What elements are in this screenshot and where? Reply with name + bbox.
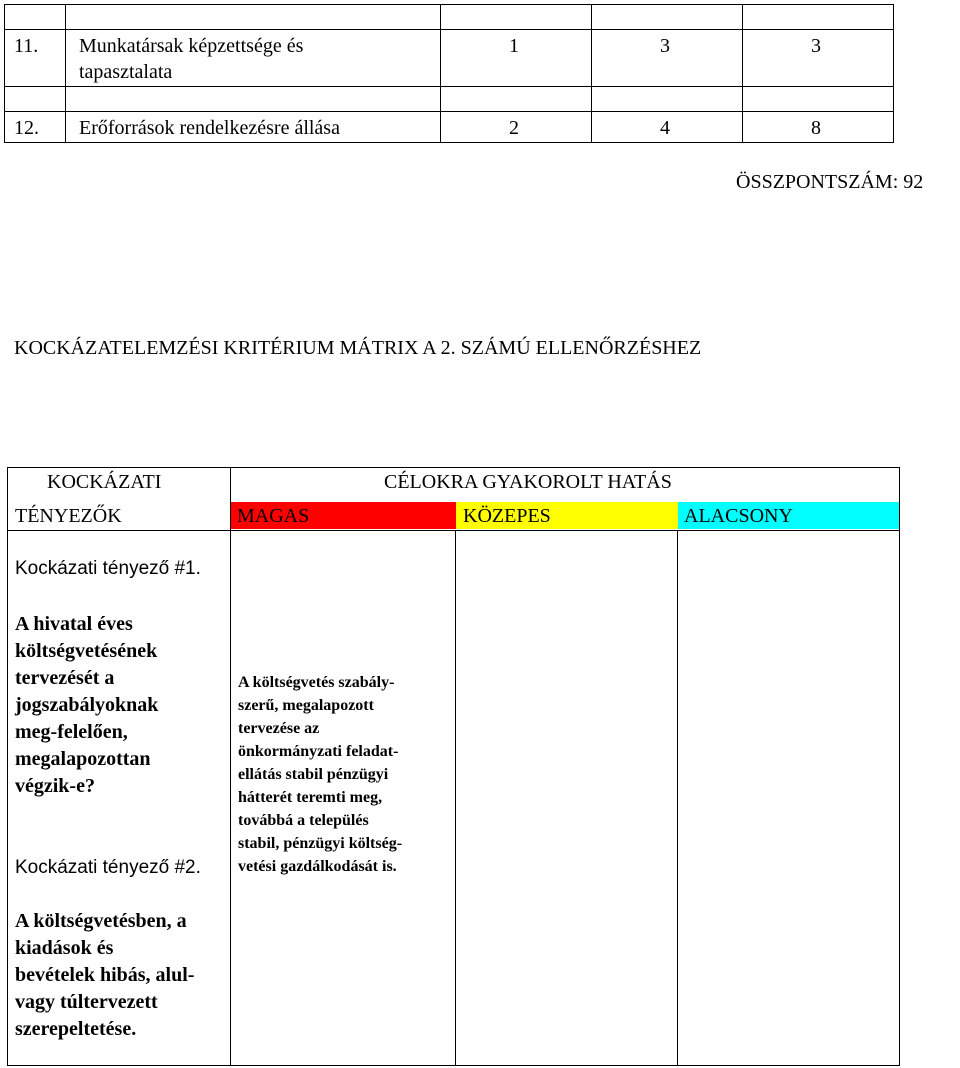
table-border [4,4,5,143]
row-number: 12. [14,117,39,139]
row-value: 3 [811,35,821,57]
table-border [4,29,894,30]
matrix-title: KOCKÁZATELEMZÉSI KRITÉRIUM MÁTRIX A 2. SZÁMÚ ELLENŐRZÉSHEZ [14,337,702,359]
table-border [4,142,894,143]
question-line: megalapozottan [15,748,151,770]
description-line: stabil, pénzügyi költség- [238,835,403,852]
row-value: 3 [660,35,670,57]
table-border [7,467,8,1066]
description-line: tervezése az [238,720,320,737]
question-line: meg-felelően, [15,721,128,743]
row-value: 1 [509,35,519,57]
total-score: ÖSSZPONTSZÁM: 92 [736,171,924,193]
row-label: Erőforrások rendelkezésre állása [79,117,340,139]
row-value: 2 [509,117,519,139]
question-line: kiadások és [15,937,114,959]
factor-1-title: Kockázati tényező #1. [15,558,201,579]
table-border [7,1065,900,1066]
row-value: 8 [811,117,821,139]
table-border [4,4,894,5]
header-risk-factors: KOCKÁZATI [47,471,162,493]
table-border [4,86,894,87]
question-line: tervezését a [15,667,115,689]
table-border [65,4,66,143]
description-line: A költségvetés szabály- [238,674,395,691]
row-label: Munkatársak képzettsége és [79,35,304,57]
question-line: költségvetésének [15,640,158,662]
description-line: hátterét teremti meg, [238,789,383,806]
table-border [591,4,592,143]
header-impact: CÉLOKRA GYAKOROLT HATÁS [384,471,672,493]
question-line: szerepeltetése. [15,1018,137,1040]
table-border [7,467,900,468]
table-border [677,530,678,1066]
factor-2-title: Kockázati tényező #2. [15,857,201,878]
question-line: vagy túltervezett [15,991,158,1013]
description-line: továbbá a település [238,812,369,829]
table-border [7,530,900,531]
row-value: 4 [660,117,670,139]
table-border [893,4,894,143]
table-border [742,4,743,143]
level-label-medium: KÖZEPES [463,505,551,527]
question-line: jogszabályoknak [15,694,159,716]
description-line: szerű, megalapozott [238,697,374,714]
table-border [899,467,900,1066]
description-line: önkormányzati feladat- [238,743,399,760]
description-line: vetési gazdálkodását is. [238,858,397,875]
level-label-high: MAGAS [237,505,310,527]
table-border [230,467,231,1066]
question-line: végzik-e? [15,775,95,797]
table-border [440,4,441,143]
row-label: tapasztalata [79,61,173,83]
level-label-low: ALACSONY [684,505,793,527]
row-number: 11. [14,35,39,57]
question-line: A költségvetésben, a [15,910,187,932]
question-line: A hivatal éves [15,613,133,635]
table-border [4,111,894,112]
table-border [455,530,456,1066]
description-line: ellátás stabil pénzügyi [238,766,389,783]
question-line: bevételek hibás, alul- [15,964,195,986]
header-risk-factors: TÉNYEZŐK [15,505,122,527]
